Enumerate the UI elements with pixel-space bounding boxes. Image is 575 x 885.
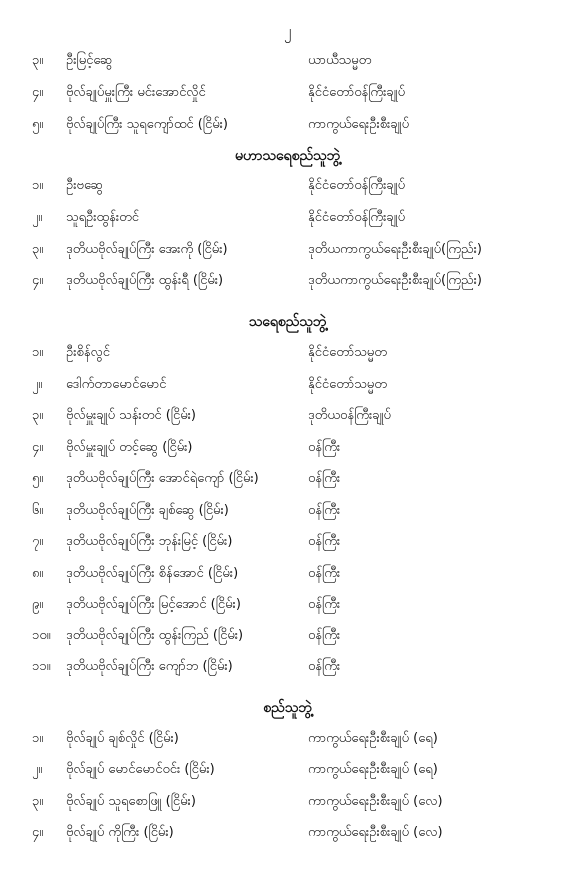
person-name: ဒုတိယဗိုလ်ချုပ်ကြီး ချစ်ဆွေ (ငြိမ်း) (66, 503, 229, 518)
person-rank: ဝန်ကြီး (308, 566, 341, 581)
person-name: ဗိုလ်ချုပ် ကိုကြီး (ငြိမ်း) (66, 825, 174, 840)
list-item (0, 374, 575, 396)
person-name: ဒုတိယဗိုလ်ချုပ်ကြီး ထွန်းရီ (ငြိမ်း) (66, 273, 224, 288)
list-item (0, 728, 575, 750)
list-item (0, 822, 575, 844)
list-item (0, 437, 575, 459)
person-rank: ဝန်ကြီး (308, 534, 341, 549)
person-rank: နိုင်ငံတော်ဝန်ကြီးချုပ် (308, 85, 406, 100)
item-number: ၁၀။ (32, 628, 51, 643)
person-name: ဗိုလ်ချုပ် သူရစောဖြူ (ငြိမ်း) (66, 794, 196, 809)
list-item (0, 342, 575, 364)
item-number: ၃။ (32, 408, 44, 423)
item-number: ၁။ (32, 178, 44, 193)
item-number: ၁။ (32, 731, 44, 746)
person-rank: နိုင်ငံတော်သမ္မတ (308, 377, 387, 392)
person-name: ဒုတိယဗိုလ်ချုပ်ကြီး ဘုန်းမြင့် (ငြိမ်း) (66, 534, 233, 549)
item-number: ၁။ (32, 345, 44, 360)
person-name: ဒုတိယဗိုလ်ချုပ်ကြီး ကျော်ဘ (ငြိမ်း) (66, 659, 233, 674)
item-number: ၃။ (32, 53, 44, 68)
person-rank: ကာကွယ်ရေးဦးစီးချုပ် (ရေ) (308, 731, 438, 746)
item-number: ၃။ (32, 794, 44, 809)
person-rank: ဝန်ကြီး (308, 471, 341, 486)
item-number: ၁၁။ (32, 659, 51, 674)
list-item (0, 239, 575, 261)
person-name: ဗိုလ်ချုပ် မောင်မောင်ဝင်း (ငြိမ်း) (66, 762, 215, 777)
person-rank: ဒုတိယကာကွယ်ရေးဦးစီးချုပ်(ကြည်း) (308, 273, 482, 288)
person-name: ဒုတိယဗိုလ်ချုပ်ကြီး ထွန်းကြည် (ငြိမ်း) (66, 628, 244, 643)
person-name: ဦးစိန်လွင် (66, 345, 110, 360)
person-rank: နိုင်ငံတော်သမ္မတ (308, 345, 387, 360)
person-name: ဦးဗဆွေ (66, 178, 104, 193)
person-rank: ကာကွယ်ရေးဦးစီးချုပ် (လေ) (308, 794, 443, 809)
item-number: ၆။ (32, 503, 44, 518)
person-name: ဒေါက်တာမောင်မောင် (66, 377, 167, 392)
person-rank: နိုင်ငံတော်ဝန်ကြီးချုပ် (308, 210, 406, 225)
item-number: ၂။ (32, 210, 43, 225)
person-rank: ကာကွယ်ရေးဦးစီးချုပ် (308, 117, 410, 132)
person-name: ဗိုလ်မှူးချုပ် သန်းတင် (ငြိမ်း) (66, 408, 196, 423)
person-name: ဦးမြင့်ဆွေ (66, 53, 113, 68)
person-rank: ဒုတိယဝန်ကြီးချုပ် (308, 408, 391, 423)
list-item (0, 175, 575, 197)
list-item (0, 114, 575, 136)
person-name: ဗိုလ်ချုပ်မှူးကြီး မင်းအောင်လှိုင် (66, 85, 206, 100)
person-rank: ကာကွယ်ရေးဦးစီးချုပ် (လေ) (308, 825, 443, 840)
list-item (0, 270, 575, 292)
person-rank: ဝန်ကြီး (308, 503, 341, 518)
list-item (0, 625, 575, 647)
person-name: ဒုတိယဗိုလ်ချုပ်ကြီး စိန်အောင် (ငြိမ်း) (66, 566, 239, 581)
section-heading: မဟာသရေစည်သူဘွဲ့ (234, 148, 341, 164)
section-heading: သရေစည်သူဘွဲ့ (248, 314, 327, 330)
item-number: ၄။ (32, 825, 44, 840)
list-item (0, 500, 575, 522)
person-rank: ကာကွယ်ရေးဦးစီးချုပ် (ရေ) (308, 762, 438, 777)
person-name: ဗိုလ်ချုပ် ချစ်လှိုင် (ငြိမ်း) (66, 731, 179, 746)
person-name: ဒုတိယဗိုလ်ချုပ်ကြီး အောင်ရဲကျော် (ငြိမ်း) (66, 471, 259, 486)
item-number: ၇။ (32, 534, 44, 549)
person-rank: ဝန်ကြီး (308, 659, 341, 674)
person-rank: နိုင်ငံတော်ဝန်ကြီးချုပ် (308, 178, 406, 193)
item-number: ၃။ (32, 242, 44, 257)
list-item (0, 531, 575, 553)
list-item (0, 791, 575, 813)
item-number: ၄။ (32, 85, 44, 100)
item-number: ၉။ (32, 597, 44, 612)
item-number: ၈။ (32, 566, 44, 581)
list-item (0, 50, 575, 72)
item-number: ၅။ (32, 471, 44, 486)
person-name: ဗိုလ်ချုပ်ကြီး သူရကျော်ထင် (ငြိမ်း) (66, 117, 228, 132)
person-rank: ဝန်ကြီး (308, 440, 341, 455)
list-item (0, 656, 575, 678)
item-number: ၂။ (32, 377, 43, 392)
item-number: ၄။ (32, 440, 44, 455)
page-number: ၂ (283, 22, 292, 40)
person-rank: ဒုတိယကာကွယ်ရေးဦးစီးချုပ်(ကြည်း) (308, 242, 482, 257)
person-rank: ယာယီသမ္မတ (308, 53, 372, 68)
person-name: ဗိုလ်မှူးချုပ် တင့်ဆွေ (ငြိမ်း) (66, 440, 193, 455)
person-name: ဒုတိယဗိုလ်ချုပ်ကြီး အေးကို (ငြိမ်း) (66, 242, 228, 257)
person-name: သူရဦးထွန်းတင် (66, 210, 140, 225)
person-rank: ဝန်ကြီး (308, 628, 341, 643)
section-heading: စည်သူဘွဲ့ (263, 700, 312, 716)
item-number: ၂။ (32, 762, 43, 777)
person-name: ဒုတိယဗိုလ်ချုပ်ကြီး မြင့်အောင် (ငြိမ်း) (66, 597, 241, 612)
list-item (0, 468, 575, 490)
list-item (0, 594, 575, 616)
list-item (0, 405, 575, 427)
list-item (0, 207, 575, 229)
list-item (0, 82, 575, 104)
person-rank: ဝန်ကြီး (308, 597, 341, 612)
list-item (0, 563, 575, 585)
item-number: ၄။ (32, 273, 44, 288)
list-item (0, 759, 575, 781)
item-number: ၅။ (32, 117, 44, 132)
